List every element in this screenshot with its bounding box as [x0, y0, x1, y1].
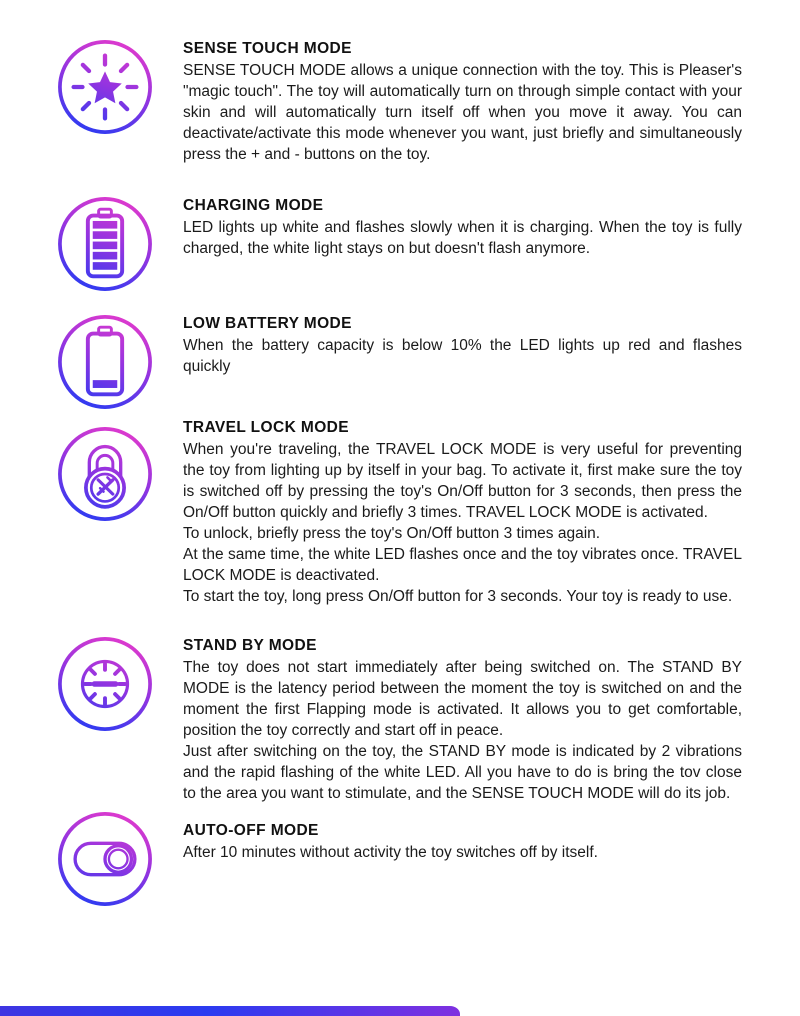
- section-body: [183, 417, 742, 607]
- section-body: [183, 195, 742, 259]
- icon-column: [0, 38, 183, 136]
- section-sense-touch-mode: [0, 38, 800, 165]
- star-burst-icon: [56, 38, 154, 136]
- section-title: AUTO-OFF MODE: [183, 822, 319, 839]
- section-paragraph: The toy does not start immediately after being switched on. The STAND BY MODE is the latency period between the moment the toy is switched on and the moment the first Flapping mode is activated. It allows you to get comfortable, position the toy correctly and start off in peace.: [183, 659, 742, 739]
- section-body: [183, 313, 742, 377]
- travel-lock-icon: [56, 425, 154, 523]
- section-paragraph: When the battery capacity is below 10% the LED lights up red and flashes quickly: [183, 337, 742, 375]
- footer-gradient-bar: [0, 1006, 460, 1016]
- section-low-battery-mode: [0, 313, 800, 411]
- section-paragraph: Just after switching on the toy, the STAND BY mode is indicated by 2 vibrations and the rapid flashing of the white LED. All you have to do is bring the tov close to the area you want to stimulate, and the SENSE TOUCH MODE will do its job.: [183, 743, 742, 802]
- toggle-switch-icon: [56, 810, 154, 908]
- icon-column: [0, 313, 183, 411]
- section-body: [183, 820, 742, 863]
- battery-low-icon: [56, 313, 154, 411]
- section-paragraph: After 10 minutes without activity the toy switches off by itself.: [183, 844, 598, 861]
- standby-dial-icon: [56, 635, 154, 733]
- section-charging-mode: [0, 195, 800, 293]
- section-paragraph: LED lights up white and flashes slowly when it is charging. When the toy is fully charged, the white light stays on but doesn't flash anymore.: [183, 219, 742, 257]
- section-travel-lock-mode: [0, 417, 800, 607]
- section-title: CHARGING MODE: [183, 197, 324, 214]
- section-body: [183, 635, 742, 804]
- section-title: LOW BATTERY MODE: [183, 315, 352, 332]
- icon-column: [0, 820, 183, 908]
- section-stand-by-mode: [0, 635, 800, 804]
- icon-column: [0, 195, 183, 293]
- battery-full-icon: [56, 195, 154, 293]
- section-paragraph: To start the toy, long press On/Off button for 3 seconds. Your toy is ready to use.: [183, 588, 733, 605]
- section-paragraph: To unlock, briefly press the toy's On/Off button 3 times again.: [183, 525, 601, 542]
- section-paragraph: SENSE TOUCH MODE allows a unique connection with the toy. This is Pleaser's "magic touch". The toy will automatically turn on through simple contact with your skin and will automatically turn itself off when you move it away. You can deactivate/activate this mode whenever you want, just briefly and simultaneously press the + and - buttons on the toy.: [183, 62, 742, 163]
- section-body: [183, 38, 742, 165]
- section-title: TRAVEL LOCK MODE: [183, 419, 349, 436]
- section-paragraph: At the same time, the white LED flashes once and the toy vibrates once. TRAVEL LOCK MODE is deactivated.: [183, 546, 742, 584]
- section-paragraph: When you're traveling, the TRAVEL LOCK MODE is very useful for preventing the toy from lighting up by itself in your bag. To activate it, first make sure the toy is switched off by pressing the toy's On/Off button for 3 seconds, then press the On/Off button quickly and briefly 3 times. TRAVEL LOCK MODE is activated.: [183, 441, 742, 521]
- section-title: STAND BY MODE: [183, 637, 317, 654]
- icon-column: [0, 635, 183, 733]
- section-title: SENSE TOUCH MODE: [183, 40, 352, 57]
- section-auto-off-mode: [0, 820, 800, 908]
- icon-column: [0, 417, 183, 523]
